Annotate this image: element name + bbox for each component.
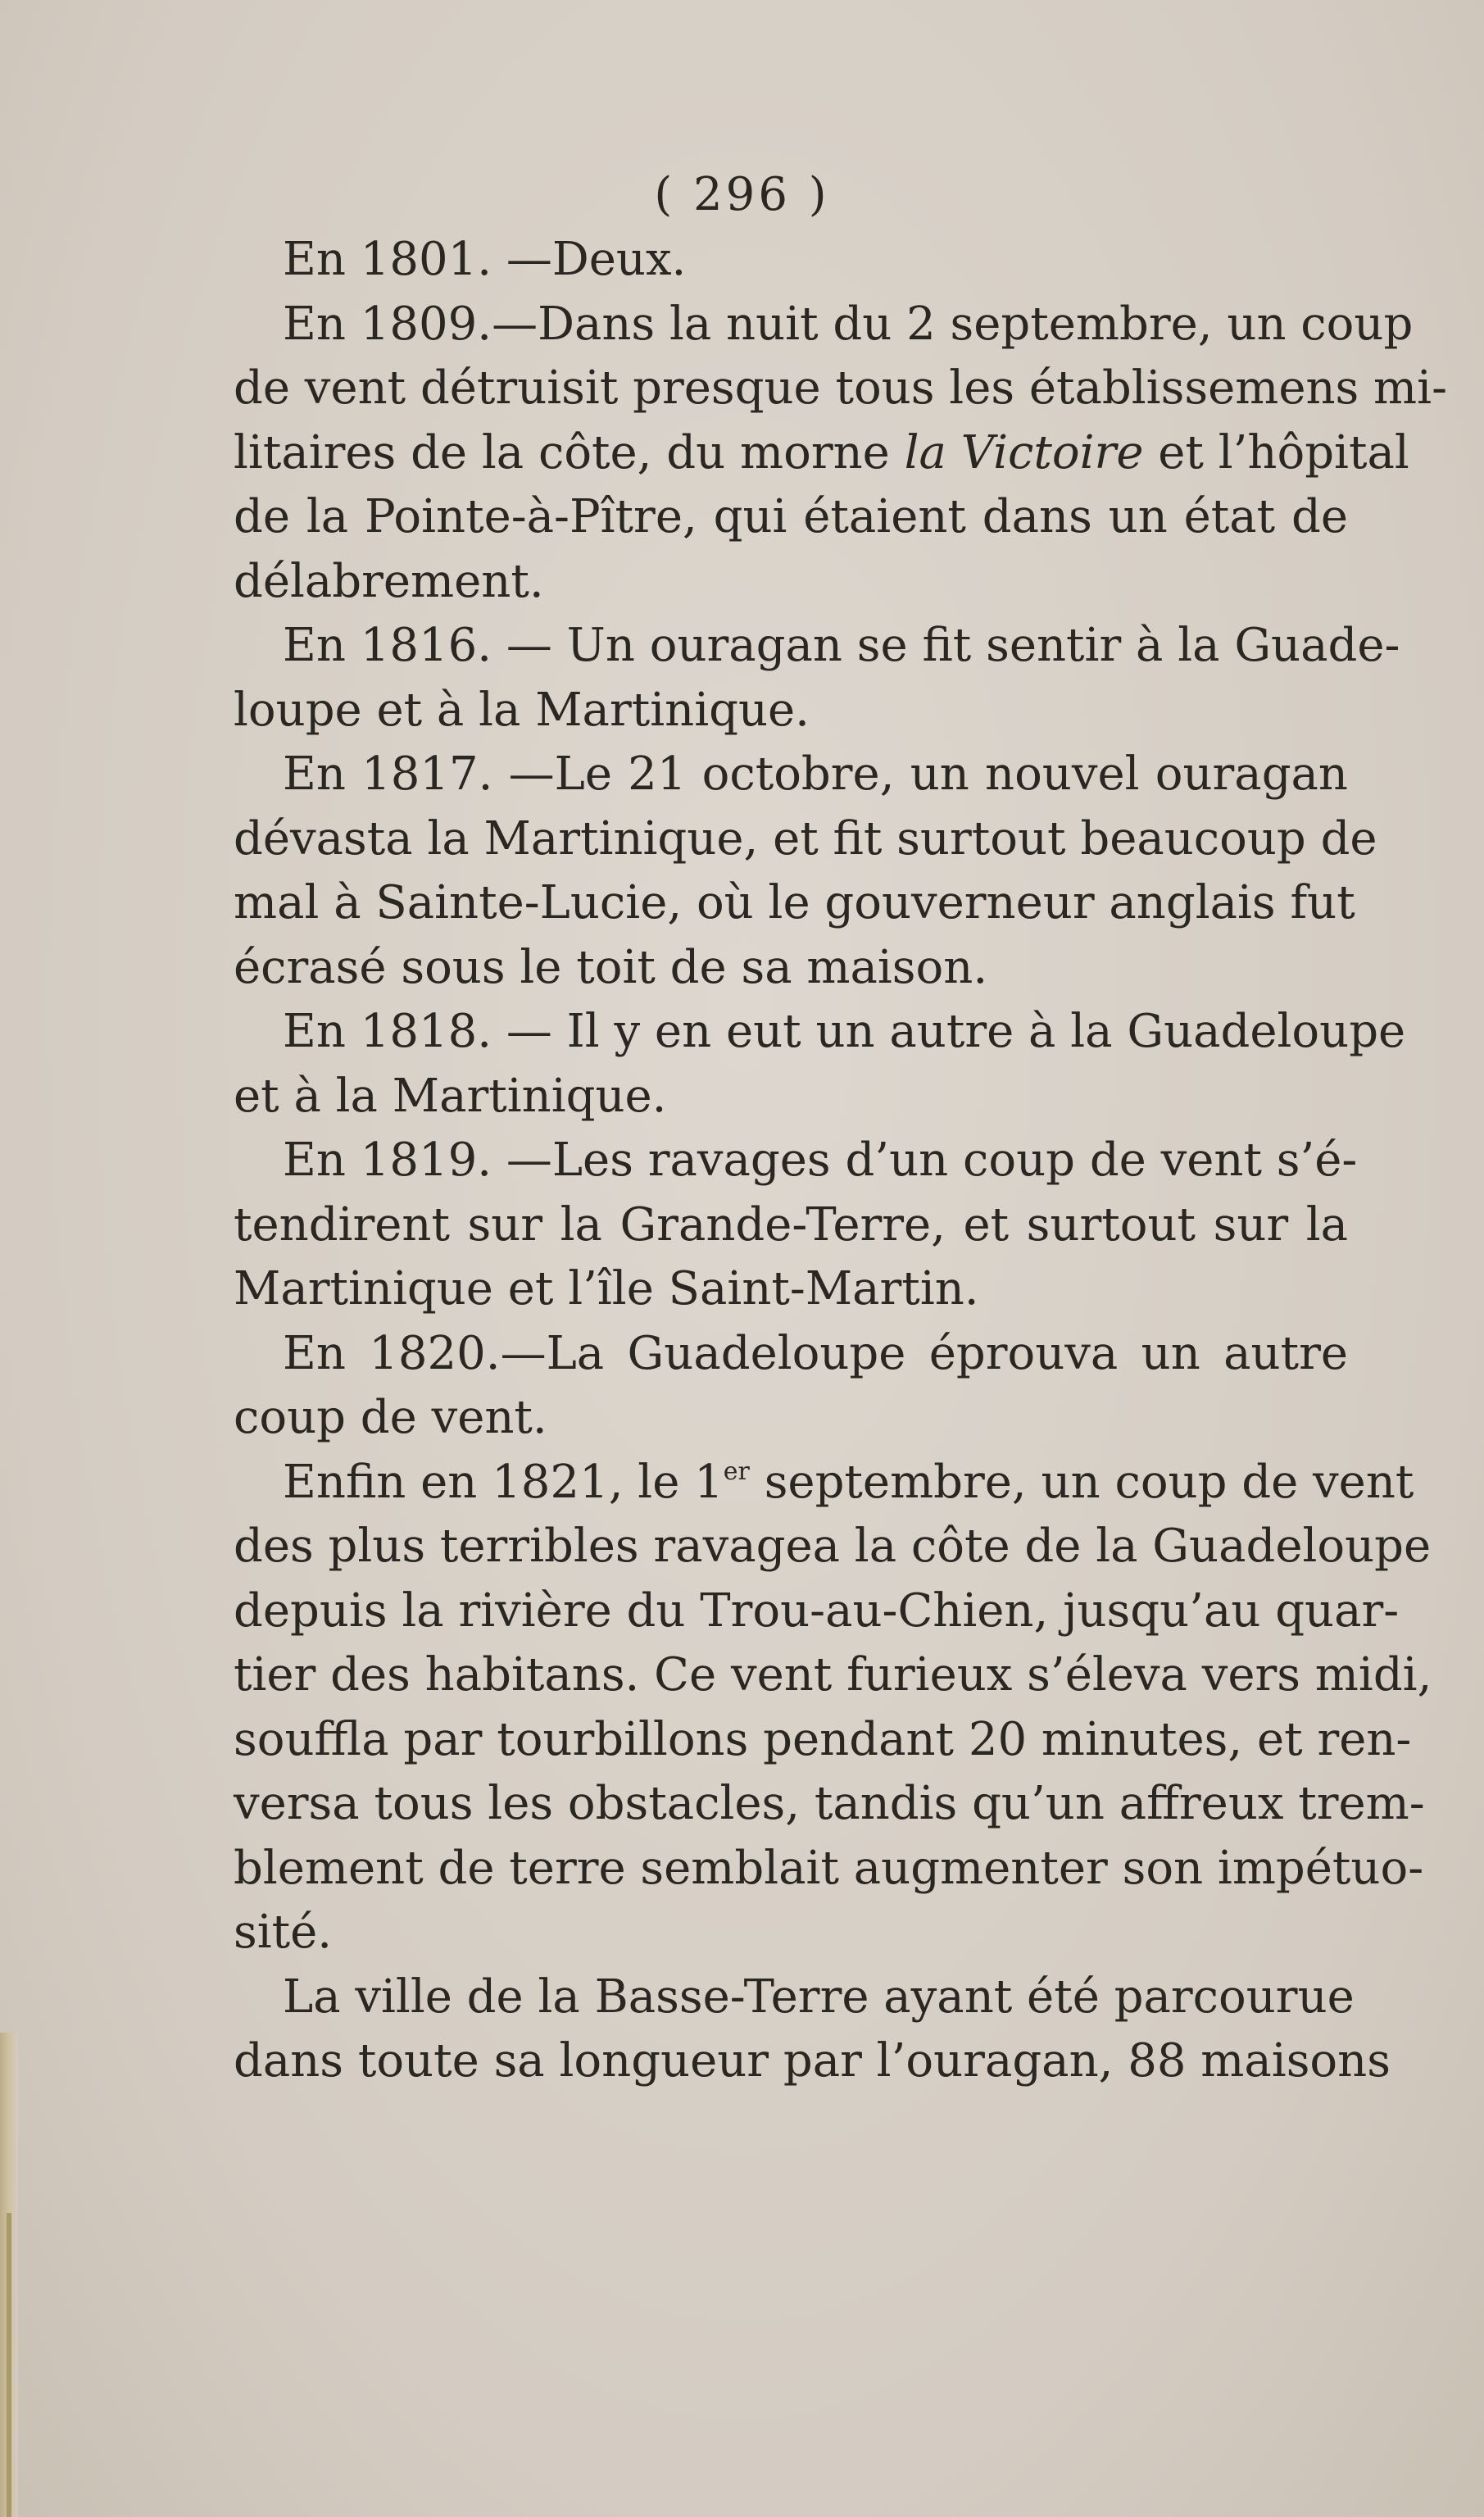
ordinal-superscript: er [723,1456,750,1486]
binding-edge [7,2213,11,2517]
text-segment: Enfin en 1821, le 1 [283,1455,724,1509]
text-line: délabrement. [234,554,544,608]
italic-place-name: la Victoire [904,425,1144,479]
text-segment: litaires de la côte, du morne [234,425,905,479]
text-segment: et l’hôpital [1143,425,1409,479]
text-line: écrasé sous le toit de sa maison. [234,940,988,994]
text-line: En 1818. — Il y en eut un autre à la Guadeloupe [283,1005,1406,1058]
body-text [234,228,1447,2094]
page-number-header: ( 296 ) [654,168,830,221]
text-line: de vent détruisit presque tous les établissemens mi- [234,361,1447,415]
text-line: et à la Martinique. [234,1069,667,1123]
text-line: depuis la rivière du Trou-au-Chien, jusqu’au quar- [234,1583,1400,1638]
text-line: En 1809.—Dans la nuit du 2 septembre, un coup [283,297,1414,351]
text-line: de la Pointe-à-Pître, qui étaient dans un état de [234,490,1348,543]
text-line: En 1801. —Deux. [283,233,687,286]
text-line [234,421,1409,486]
text-line: En 1817. —Le 21 octobre, un nouvel ouragan [283,747,1348,801]
text-line: des plus terribles ravagea la côte de la Guadeloupe [234,1520,1432,1573]
text-line [234,1451,1414,1515]
text-line: Martinique et l’île Saint-Martin. [234,1262,979,1315]
text-line: blement de terre semblait augmenter son impétuo- [234,1841,1424,1895]
text-line: tendirent sur la Grande-Terre, et surtout sur la [234,1197,1348,1252]
text-line: loupe et à la Martinique. [234,683,810,737]
text-line: mal à Sainte-Lucie, où le gouverneur anglais fut [234,876,1355,929]
text-line: versa tous les obstacles, tandis qu’un affreux trem- [234,1777,1425,1830]
text-line: En 1816. — Un ouragan se fit sentir à la Guade- [283,619,1400,672]
text-line: En 1820.—La Guadeloupe éprouva un autre [283,1326,1348,1380]
text-line: coup de vent. [234,1391,547,1444]
text-line: dévasta la Martinique, et fit surtout beaucoup de [234,811,1377,866]
text-line: En 1819. —Les ravages d’un coup de vent s’é- [283,1134,1358,1187]
text-line: dans toute sa longueur par l’ouragan, 88 maisons [234,2034,1391,2088]
text-line: sité. [234,1906,333,1959]
text-line: souffla par tourbillons pendant 20 minutes, et ren- [234,1712,1412,1766]
text-line: La ville de la Basse-Terre ayant été parcourue [283,1970,1355,2024]
text-line: tier des habitans. Ce vent furieux s’éleva vers midi, [234,1648,1432,1701]
text-segment: septembre, un coup de vent [749,1455,1414,1509]
